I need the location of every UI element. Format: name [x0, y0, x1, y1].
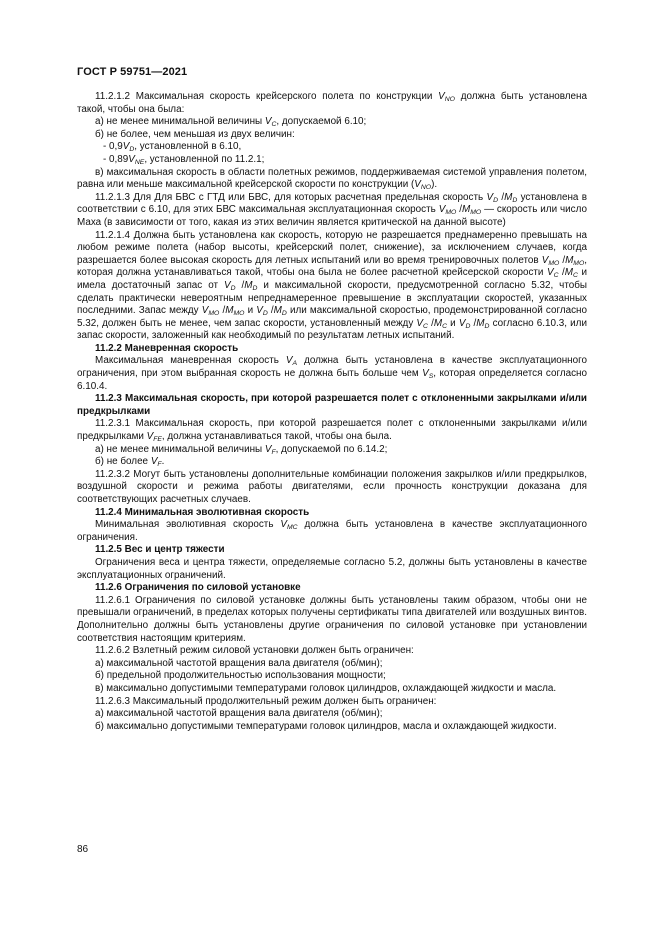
section-heading: 11.2.2 Маневренная скорость	[95, 342, 239, 354]
paragraph: 11.2.6.2 Взлетный режим силовой установки должен быть ограничен:	[95, 645, 414, 657]
section-heading: 11.2.4 Минимальная эволютивная скорость	[95, 506, 310, 518]
paragraph: 11.2.1.2 Максимальная скорость крейсерского полета по конструкции $V_{NO}$ должна быть установлена такой, чтобы она была:	[77, 91, 587, 115]
paragraph: б) не более, чем меньшая из двух величин:	[95, 128, 295, 140]
document-body	[77, 91, 587, 733]
paragraph: 11.2.6.1 Ограничения по силовой установке должны быть установлены таким образом, чтобы они не превышали ограничений, в пределах которых получены сертификаты типа двигателей или воздушных винтов. Дополнительно должны быть установлены другие ограничения по силовой установке при установлении соответствия настоящим критериям.	[77, 594, 587, 644]
paragraph: а) максимальной частотой вращения вала двигателя (об/мин);	[95, 708, 383, 720]
paragraph: б) максимально допустимыми температурами головок цилиндров, масла и охлаждающей жидкости.	[95, 720, 557, 732]
paragraph: б) не более $V_F$.	[95, 456, 165, 469]
paragraph: а) не менее минимальной величины $V_C$, допускаемой 6.10;	[95, 116, 367, 129]
paragraph: - $0,89V_{NE}$, установленной по 11.2.1;	[103, 153, 265, 166]
paragraph: Максимальная маневренная скорость $V_A$ должна быть установлена в качестве эксплуатационного ограничения, при этом выбранная скорость не должна быть больше чем $V_S$, которая определяется согласно 6.10.4.	[77, 355, 587, 392]
paragraph: 11.2.6.3 Максимальный продолжительный режим должен быть ограничен:	[95, 695, 437, 707]
section-heading: 11.2.3 Максимальная скорость, при которой разрешается полет с отклоненными закрылками и/или предкрылками	[77, 393, 587, 417]
paragraph: 11.2.1.4 Должна быть установлена как скорость, которую не разрешается преднамеренно превышать на любом режиме полета (набор высоты, крейсерский полет, снижение), за исключением случаев, когда разрешается более высокая скорость для летных испытаний или во время тренировочных полетов $V_{MO}$ $/M_{MO}$, которая должна устанавливаться такой, чтобы она была не более расчетной крейсерской скорости $V_C$ $/M_C$ и имела достаточный запас от $V_D$ $/M_D$ и максимальной скорости, предусмотренной согласно 5.32, чтобы сделать практически невероятным непреднамеренное превышение в эксплуатации скоростей, указанных последними. Запас между $V_{MO}$ $/M_{MO}$ и $V_D$ $/M_D$ или максимальной скоростью, продемонстрированной согласно 5.32, должен быть не менее, чем запас скорости, установленный между $V_C$ $/M_C$ и $V_D$ $/M_D$ согласно 6.10.3, или запас скорости, заложенный как необходимый по результатам летных испытаний.	[77, 229, 587, 342]
page-number: 86	[77, 844, 89, 855]
section-heading: 11.2.5 Вес и центр тяжести	[95, 544, 225, 556]
paragraph: 11.2.3.2 Могут быть установлены дополнительные комбинации положения закрылков и/или предкрылков, воздушной скорости и режима работы двигателями, если прочность конструкции доказана для соответствующих расчетных случаев.	[77, 468, 587, 505]
paragraph: - $0,9V_D$, установленной в 6.10,	[103, 141, 242, 154]
paragraph: а) не менее минимальной величины $V_F$, допускаемой по 6.14.2;	[95, 443, 388, 456]
paragraph: б) предельной продолжительностью использования мощности;	[95, 670, 386, 682]
section-heading: 11.2.6 Ограничения по силовой установке	[95, 582, 301, 594]
paragraph: 11.2.1.3 Для Для БВС с ГТД или БВС, для которых расчетная предельная скорость $V_D$ $/M_D$ установлена в соответствии с 6.10, для этих БВС максимальная эксплуатационная скорость $V_{MO}$ $/M_{MO}$ — скорость или число Маха (в зависимости от того, какая из этих величин является критической на данной высоте)	[77, 191, 587, 228]
paragraph: Минимальная эволютивная скорость $V_{MC}$ должна быть установлена в качестве эксплуатационного ограничения.	[77, 519, 587, 543]
paragraph: а) максимальной частотой вращения вала двигателя (об/мин);	[95, 657, 383, 669]
paragraph: 11.2.3.1 Максимальная скорость, при которой разрешается полет с отклоненными закрылками и/или предкрылками $V_{FE}$, должна устанавливаться такой, чтобы она была.	[77, 418, 587, 444]
paragraph: в) максимальная скорость в области полетных режимов, поддерживаемая системой управления полетом, равна или меньше максимальной крейсерской скорости по конструкции $(V_{NO})$.	[77, 166, 587, 192]
page-header-standard: ГОСТ Р 59751—2021	[77, 66, 188, 78]
paragraph: в) максимально допустимыми температурами головок цилиндров, охлаждающей жидкости и масла.	[95, 682, 557, 694]
paragraph: Ограничения веса и центра тяжести, определяемые согласно 5.2, должны быть установлены в качестве эксплуатационных ограничений.	[77, 556, 587, 581]
